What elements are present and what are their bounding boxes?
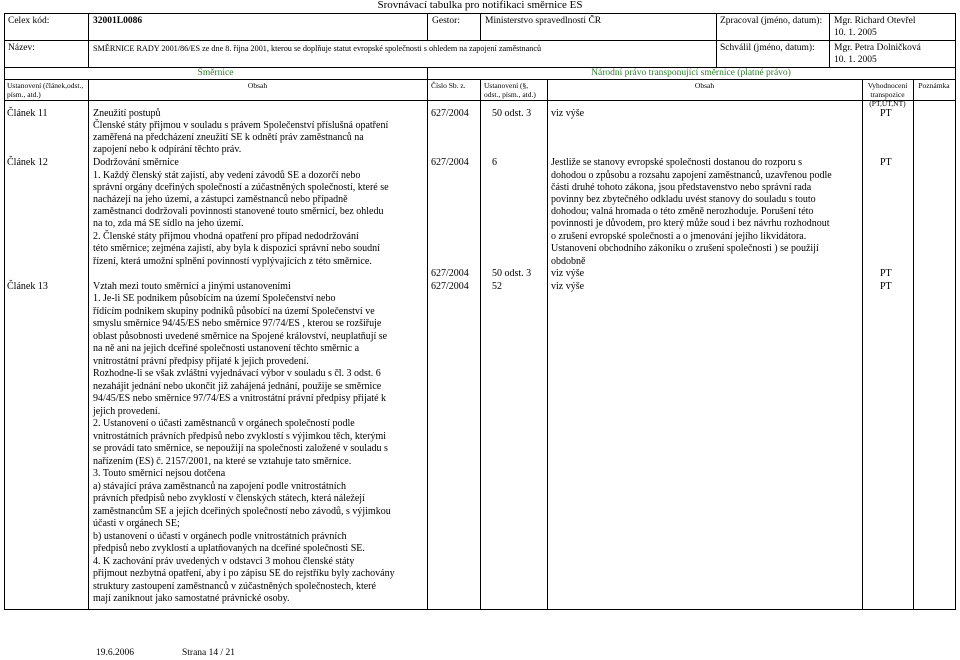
row2b-par: 50 odst. 3 [492, 268, 532, 279]
row3-line-15: 3. Touto směrnicí nejsou dotčena [93, 468, 226, 479]
col-poznamka: Poznámka [918, 81, 950, 90]
row1-line-1: Členské státy přijmou v souladu s právem Společenství příslušná opatření [93, 120, 389, 131]
row2b-sb: 627/2004 [431, 268, 469, 279]
row3-line-3: smyslu směrnice 94/45/ES nebo směrnice 97/74/ES , kterou se rozšiřuje [93, 318, 382, 329]
narodni-pravo-heading: Národní právo transponující směrnice (platné právo) [591, 68, 791, 78]
row2-content-5: dohodou; valná hromada o této změně nerozhoduje. Porušení této [551, 206, 814, 217]
row2-line-8: řízení, která umožní splnění povinností vyplývajících z této směrnice. [93, 256, 372, 267]
row3-line-2: řídícím podnikem skupiny podniků působící na území Společenství ve [93, 306, 375, 317]
body-col-sep-3 [480, 100, 481, 609]
body-col-sep-2 [427, 100, 428, 609]
row3-line-9: 94/45/ES nebo směrnice 97/74/ES a vnitrostátní právní předpisy přijaté k [93, 393, 387, 404]
row3-line-4: oblast působnosti uvedené směrnice na Spojené království, neuplatňují se [93, 331, 388, 342]
row2-heading: Dodržování směrnice [93, 157, 179, 168]
row3-line-25: mají zaniknout jako samostatné právnické osoby. [93, 593, 290, 604]
body-left-border [4, 100, 5, 609]
nazev-value: SMĚRNICE RADY 2001/86/ES ze dne 8. října 2001, kterou se doplňuje statut evropské společnosti s ohledem na zapojení zaměstnanců [93, 44, 542, 53]
header-col-sep-2 [427, 13, 428, 40]
body-col-sep-4 [547, 100, 548, 609]
row2-content-8: Ustanovení obchodního zákoníku o zrušení společnosti ) se použijí [551, 243, 819, 254]
col-cislo: Číslo Sb. z. [431, 81, 466, 90]
row3-line-23: přijmout nezbytná opatření, aby i po zápisu SE do rejstříku byly zachovány [93, 568, 395, 579]
row2-content-1: Jestliže se stanovy evropské společnosti dostanou do rozporu s [551, 157, 803, 168]
row3-line-24: struktury zastoupení zaměstnanců v zúčastněných společnostech, které [93, 581, 376, 592]
body-right-border [955, 100, 956, 609]
zpracoval-date: 10. 1. 2005 [834, 28, 877, 38]
row3-line-19: účasti v orgánech SE; [93, 518, 180, 529]
row3-line-13: se provádí tato směrnice, se nepoužijí na společnosti založené v souladu s [93, 443, 388, 454]
body-col-sep-1 [88, 100, 89, 609]
col-obsah: Obsah [247, 81, 268, 90]
row3-line-7: Rozhodne-li se však zvláštní vyjednávací výbor v souladu s čl. 3 odst. 6 [93, 368, 381, 379]
footer-page: Strana 14 / 21 [182, 648, 236, 658]
colh-sep-2 [480, 79, 481, 100]
row1-eval: PT [880, 108, 892, 119]
row1-heading: Zneužití postupů [93, 108, 161, 119]
header-divider [4, 40, 956, 41]
row2-eval: PT [880, 157, 892, 168]
row2-article: Článek 12 [7, 157, 48, 168]
row2-par: 6 [492, 157, 497, 168]
col-ustanoveni-nat-1: Ustanovení (§, [484, 81, 529, 90]
row3-sb: 627/2004 [431, 281, 469, 292]
row2-content-9: obdobně [551, 256, 586, 267]
zpracoval-label: Zpracoval (jméno, datum): [720, 16, 823, 26]
header-col-sep-4 [716, 13, 717, 67]
row1-par: 50 odst. 3 [492, 108, 532, 119]
row1-content: viz výše [551, 108, 585, 119]
gestor-value: Ministerstvo spravedlnosti ČR [485, 16, 602, 26]
row3-heading: Vztah mezi touto směrnicí a jinými ustanoveními [93, 281, 291, 292]
row2-content-3: části druhé tohoto zákona, jsou představenstvo nebo správní rada [551, 182, 812, 193]
row1-sb: 627/2004 [431, 108, 469, 119]
row2-line-6: 2. Členské státy přijmou vhodná opatření pro případ nedodržování [93, 231, 359, 242]
header-right-border [955, 13, 956, 100]
row2-line-5: na to, zda má SE sídlo na jeho území. [93, 218, 244, 229]
nazev-label: Název: [8, 43, 35, 53]
row2-content-7: o zrušení evropské společnosti a o jmenování jejího likvidátora. [551, 231, 807, 242]
row2-line-1: 1. Každý členský stát zajistí, aby vedení závodů SE a dozorčí nebo [93, 170, 361, 181]
row2-sb: 627/2004 [431, 157, 469, 168]
footer-date: 19.6.2006 [96, 648, 134, 658]
schvalil-label: Schválil (jméno, datum): [720, 43, 815, 53]
row3-line-6: vnitrostátní právní předpisy přijaté k jejich provedení. [93, 356, 309, 367]
body-col-sep-6 [913, 100, 914, 609]
row3-line-20: b) ustanovení o účasti v orgánech podle vnitrostátních právních [93, 531, 347, 542]
col-obsah-nat: Obsah [694, 81, 715, 90]
row3-line-10: jejich provedení. [93, 406, 161, 417]
row2-content-4: povinny bez zbytečného odkladu uvést stanovy do souladu s touto [551, 194, 816, 205]
col-ustanoveni-nat-2: odst., písm., atd.) [484, 90, 536, 99]
header-col-sep-3 [480, 13, 481, 40]
row3-line-12: vnitrostátních právních předpisů nebo zvyklostí s výjimkou těch, kterými [93, 431, 387, 442]
row3-line-18: zaměstnancům SE a jejích dceřiných společností nebo závodů, s výjimkou [93, 506, 391, 517]
schvalil-date: 10. 1. 2005 [834, 55, 877, 65]
col-vyhodnoceni-2: transpozice [870, 90, 905, 99]
row3-line-11: 2. Ustanovení o účasti zaměstnanců v orgánech společností podle [93, 418, 355, 429]
row3-par: 52 [492, 281, 502, 292]
row3-line-5: na ně ani na jejich dceřiné společnosti ustanovení těchto směrnic a [93, 343, 360, 354]
row3-line-16: a) stávající práva zaměstnanců na zapojení podle vnitrostátních [93, 481, 346, 492]
row2-line-3: nacházejí na jeho území, a zástupci zaměstnanců nebo případně [93, 194, 348, 205]
header-left-border [4, 13, 5, 100]
body-col-sep-5 [862, 100, 863, 609]
row2-content-6: povinnosti je důvodem, pro který může soud i bez návrhu rozhodnout [551, 218, 830, 229]
row3-article: Článek 13 [7, 281, 48, 292]
row1-line-3: zapojení nebo k odpírání těchto práv. [93, 144, 242, 155]
table-bottom-border [4, 609, 956, 610]
row2b-content: viz výše [551, 268, 585, 279]
schvalil-name: Mgr. Petra Dolničková [834, 43, 921, 53]
header-col-sep-5 [829, 13, 830, 67]
page-title: Srovnávací tabulka pro notifikaci směrnice ES [377, 0, 583, 11]
row3-line-17: právních předpisů nebo zvyklostí v členských státech, která náležejí [93, 493, 365, 504]
header-col-sep-1 [88, 13, 89, 67]
row2-content-2: dohodou o způsobu a rozsahu zapojení zaměstnanců, uzavřenou podle [551, 170, 832, 181]
row2-line-4: zaměstnanci dodržovali povinnosti stanovené touto směrnicí, bez ohledu [93, 206, 384, 217]
row3-line-8: nezahájit jednání nebo ukončit již zahájená jednání, použije se směrnice [93, 381, 382, 392]
col-ustanoveni-1: Ustanovení (článek,odst., [7, 81, 84, 90]
row3-line-14: nařízením (ES) č. 2157/2001, na které se vztahuje tato směrnice. [93, 456, 352, 467]
celex-value: 32001L0086 [93, 16, 143, 26]
gestor-label: Gestor: [432, 16, 460, 26]
row3-line-22: 4. K zachování práv uvedených v odstavci 3 mohou členské státy [93, 556, 355, 567]
col-vyhodnoceni-1: Vyhodnocení [867, 81, 908, 90]
row2-line-7: této směrnice; zejména zajistí, aby byla k dispozici správní nebo soudní [93, 243, 380, 254]
row3-line-21: předpisů nebo zvyklostí a uplatňovaných na dceřiné společnosti SE. [93, 543, 365, 554]
row1-line-2: zaměřená na předcházení zneužití SE k odnětí práv zaměstnanců na [93, 132, 364, 143]
smernice-heading: Směrnice [197, 68, 234, 78]
row3-eval: PT [880, 281, 892, 292]
zpracoval-name: Mgr. Richard Otevřel [834, 16, 916, 26]
row3-line-1: 1. Je-li SE podnikem působícím na území Společenství nebo [93, 293, 336, 304]
col-vyhodnoceni-3: (PT,ÚT,NT) [869, 99, 906, 108]
row2-line-2: správní orgány dceřiných společností a zúčastněných společností, které se [93, 182, 389, 193]
row2b-eval: PT [880, 268, 892, 279]
row1-article: Článek 11 [7, 108, 48, 119]
col-ustanoveni-2: písm., atd.) [7, 90, 41, 99]
row3-content: viz výše [551, 281, 585, 292]
celex-label: Celex kód: [8, 16, 50, 26]
